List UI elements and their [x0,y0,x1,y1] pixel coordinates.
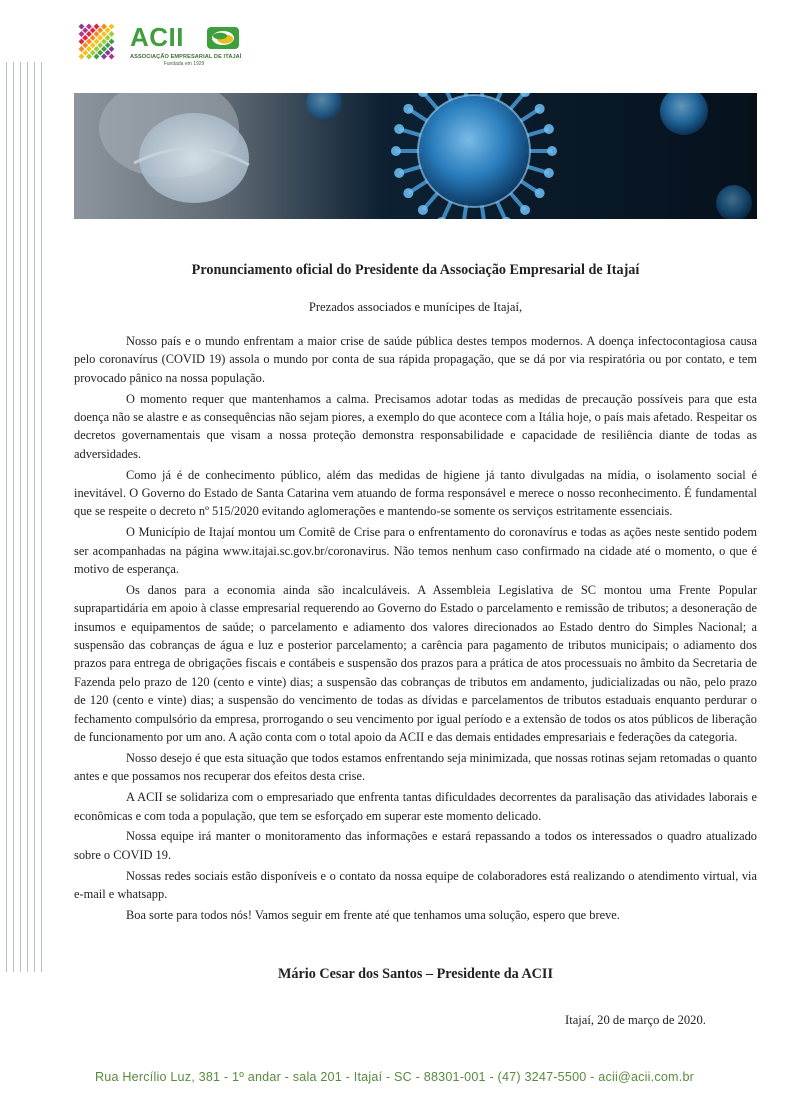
paragraph: Boa sorte para todos nós! Vamos seguir em frente até que tenhamos uma solução, espero que breve. [126,907,620,922]
coronavirus-banner-image [74,93,757,219]
document-title: Pronunciamento oficial do Presidente da Associação Empresarial de Itajaí [191,262,640,278]
paragraph: Nossas redes sociais estão disponíveis e o contato da nossa equipe de colaboradores está realizando o atendimento virtual, via e-mail e whatsapp. [74,868,757,901]
acii-logo [68,16,268,72]
decorative-side-lines [6,62,46,972]
paragraph: O Município de Itajaí montou um Comitê de Crise para o enfrentamento do coronavírus e todas as ações neste sentido podem ser acompanhadas na página www.itajai.sc.gov.br/coronavirus. Não temos nenhum caso confirmado na cidade até o momento, o que é motivo de esperança. [74,525,757,577]
salutation: Prezados associados e munícipes de Itajaí, [308,300,523,314]
paragraph: Nosso desejo é que esta situação que todos estamos enfrentando seja minimizada, que nossas rotinas sejam retomadas o quanto antes e que possamos nos recuperar dos efeitos desta crise. [74,750,757,784]
signature: Mário Cesar dos Santos – Presidente da ACII [278,966,553,982]
logo-name: ACII [130,22,184,52]
paragraph: Os danos para a economia ainda são incalculáveis. A Assembleia Legislativa de SC montou uma Frente Popular suprapartidária em apoio à classe empresarial requerendo ao Governo do Estado o parcelamento e remissão de tributos; a desoneração de insumos e equipamentos de saúde; o parcelamento e adiamento dos valores direcionados ao Estado dentro do Simples Nacional; a suspensão das cobranças de água e luz e posterior parcelamento; a carência para pagamento de tributos municipais; o adiamento dos prazos para entrega de obrigações fiscais e contábeis e suspensão dos prazos para a prática de atos processuais no âmbito da Secretaria de Fazenda pelo prazo de 120 (cento e vinte) dias; a suspensão das cobranças de tributos em andamento, judicializadas ou não, pelo prazo de 120 (cento e vinte) dias; a suspensão do vencimento de todas as dívidas e parcelamentos de tributos estaduais enquanto perdurar o fechamento compulsório da empresa, prorrogando o seu vencimento por igual período e a extensão de todos os atos públicos de liberação de funcionamento por um ano. A ação conta com o total apoio da ACII e das demais entidades empresariais e federações da categoria. [74,582,757,745]
logo-swoosh-icon [206,26,240,50]
footer-address: Rua Hercílio Luz, 381 - 1º andar - sala 201 - Itajaí - SC - 88301-001 - (47) 3247-5500 - acii@acii.com.br [94,1070,695,1084]
logo-subtitle: ASSOCIAÇÃO EMPRESARIAL DE ITAJAÍ [130,54,242,60]
logo-mosaic-icon [68,16,126,68]
paragraph: O momento requer que mantenhamos a calma. Precisamos adotar todas as medidas de precaução possíveis para que esta doença não se alastre e as consequências não sejam piores, a exemplo do que acontece com a Itália hoje, o país mais afetado. Respeitar os decretos governamentais que visam a nossa proteção demonstra responsabilidade e capacidade de resiliência diante de todas as adversidades. [74,391,757,461]
logo-founded: Fundada em 1929 [163,61,205,67]
paragraph: Como já é de conhecimento público, além das medidas de higiene já tanto divulgadas na mídia, o isolamento social é inevitável. O Governo do Estado de Santa Catarina vem atuando de forma responsável e merece o nosso reconhecimento. É fundamental que se respeite o decreto nº 515/2020 evitando aglomerações e mantendo-se somente os serviços estritamente essenciais. [74,467,757,519]
document-body [74,332,757,927]
document-date: Itajaí, 20 de março de 2020. [565,1013,706,1027]
paragraph: Nosso país e o mundo enfrentam a maior crise de saúde pública destes tempos modernos. A doença infectocontagiosa causa pelo coronavírus (COVID 19) assola o mundo por conta de sua rápida propagação, que se dá por via respiratória ou por contato, e tem provocado pânico na nossa população. [74,334,757,385]
paragraph: A ACII se solidariza com o empresariado que enfrenta tantas dificuldades decorrentes da paralisação das atividades laborais e econômicas e com toda a população, que tem se esforçado em superar este momento delicado. [74,790,757,823]
paragraph: Nossa equipe irá manter o monitoramento das informações e estará repassando a todos os interessados o quadro atualizado sobre o COVID 19. [74,829,757,862]
